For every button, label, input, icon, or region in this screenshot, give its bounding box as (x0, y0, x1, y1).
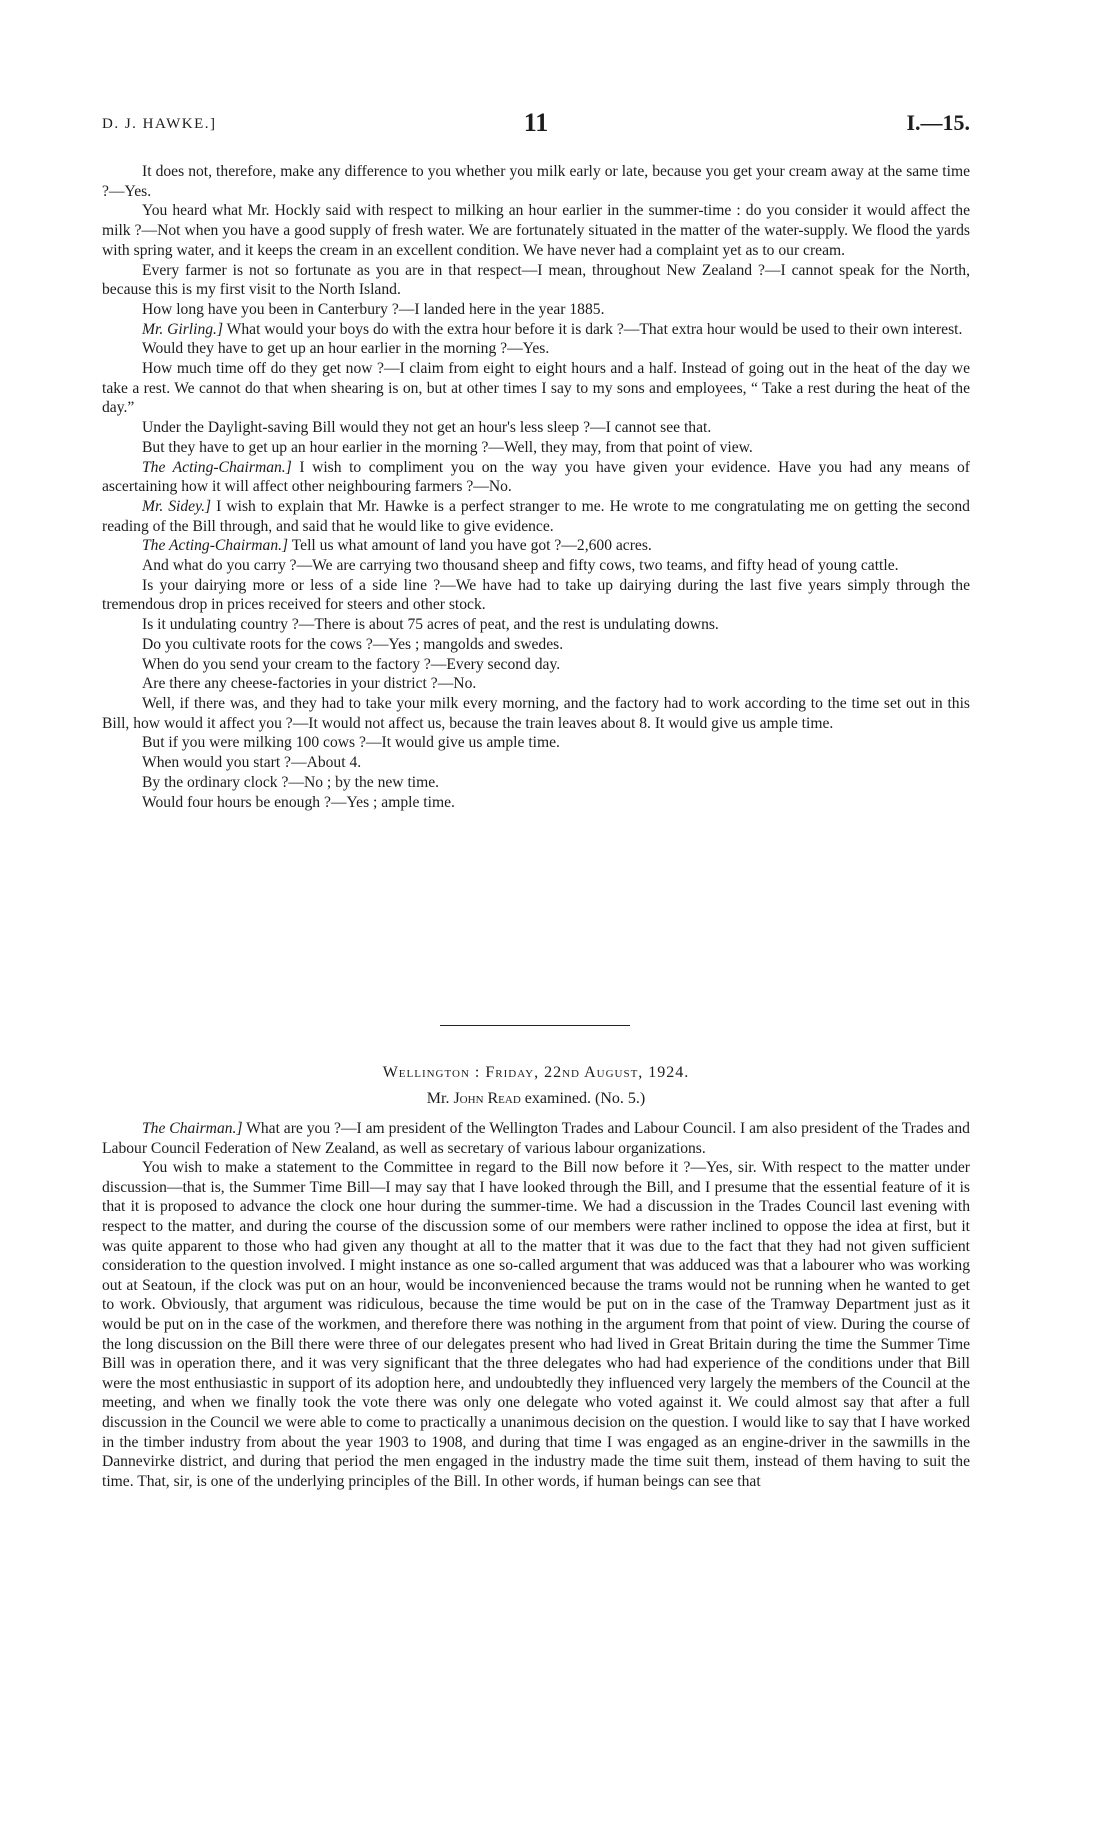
paragraph-text: You wish to make a statement to the Committee in regard to the Bill now before it ?—Yes, sir. With respect to the matter under discussion—that is, the Summer Time Bill—I may say that I have looked through the Bill, and I presume that the essential feature of it is that it is proposed to advance the clock one hour during the summer-time. We had a discussion in the Trades Council last evening with respect to the matter, and during the course of the discussion some of our members were rather inclined to oppose the idea at first, but it was quite apparent to those who had given any thought at all to the matter that it was due to the fact that they had not given sufficient consideration to the question involved. I might instance as one so-called argument that was adduced was that a labourer who was working out at Seatoun, if the clock was put on an hour, would be inconvenienced because the trams would not be running when he wanted to get to work. Obviously, that argument was ridiculous, because the time would be put on in the case of the Tramway Department just as it would be put on in the case of the workmen, and therefore there was nothing in the argument from that point of view. During the course of the long discussion on the Bill there were three of our delegates present who had lived in Great Britain during the time the Summer Time Bill was in operation there, and it was very significant that the three delegates who had had experience of the conditions under that Bill were the most enthusiastic in support of its adoption here, and undoubtedly they influenced very largely the members of the Council at the meeting, and when we finally took the vote there was only one delegate who voted against it. We could almost say that after a full discussion in the Council we were able to come to practically a unanimous decision on the question. I would like to say that I have worked in the timber industry from about the year 1903 to 1908, and during that time I was engaged as an engine-driver in the sawmills in the Dannevirke district, and during that period the men engaged in the industry made the time suit them, instead of them having to suit the time. That, sir, is one of the underlying principles of the Bill. In other words, if human beings can see that (102, 1159, 970, 1490)
session-place: Wellington (382, 1064, 470, 1081)
paragraph-text: By the ordinary clock ?—No ; by the new time. (142, 773, 440, 791)
paragraph-text: But they have to get up an hour earlier in the morning ?—Well, they may, from that point of view. (142, 438, 753, 456)
paragraph-text: You heard what Mr. Hockly said with respect to milking an hour earlier in the summer-time : do you consider it would affect the milk ?—Not when you have a good supply of fresh water. We are fortunately situated in the matter of the water-supply. We flood the yards with spring water, and it keeps the cream in an excellent condition. We have never had a complaint yet as to our cream. (102, 202, 970, 259)
paragraph (102, 674, 970, 694)
session-heading (102, 1064, 970, 1082)
paragraph-text: Would four hours be enough ?—Yes ; ample time. (142, 793, 455, 811)
paragraph-text: Under the Daylight-saving Bill would they not get an hour's less sleep ?—I cannot see that. (142, 419, 712, 437)
paragraph-text: Is your dairying more or less of a side line ?—We have had to take up dairying during the last five years simply through the tremendous drop in prices received for steers and other stock. (102, 576, 970, 614)
witness-prefix: Mr. (426, 1090, 454, 1107)
speaker-label: Mr. Sidey.] (142, 497, 212, 515)
paragraph (102, 162, 970, 201)
paragraph (102, 655, 970, 675)
paragraph (102, 458, 970, 497)
section-divider (440, 1025, 630, 1026)
paragraph (102, 615, 970, 635)
paragraph-text: I wish to explain that Mr. Hawke is a perfect stranger to me. He wrote to me congratulating me on getting the second reading of the Bill through, and said that he would like to give evidence. (102, 497, 970, 535)
paragraph (102, 536, 970, 556)
paragraph-text: What are you ?—I am president of the Wellington Trades and Labour Council. I am also president of the Trades and Labour Council Federation of New Zealand, as well as secretary of various labour organizations. (102, 1120, 970, 1157)
paragraph-text: Tell us what amount of land you have got ?—2,600 acres. (288, 537, 652, 555)
paragraph (102, 497, 970, 536)
speaker-label: The Acting-Chairman.] (142, 537, 289, 555)
paragraph (102, 556, 970, 576)
heading-separator: : (469, 1064, 486, 1081)
paragraph (102, 1158, 970, 1491)
witness-running-head: D. J. HAWKE.] (102, 116, 217, 132)
paragraph (102, 339, 970, 359)
paragraph (102, 261, 970, 300)
paragraph-text: Every farmer is not so fortunate as you are in that respect—I mean, throughout New Zealand ?—I cannot speak for the North, because this is my first visit to the North Island. (102, 261, 970, 299)
paragraph (102, 694, 970, 733)
paragraph-text: Well, if there was, and they had to take your milk every morning, and the factory had to work according to the time set out in this Bill, how would it affect you ?—It would not affect us, because the train leaves about 8. It would give us ample time. (102, 694, 970, 732)
evidence-section-read (102, 1119, 970, 1491)
page-header (102, 108, 970, 142)
paragraph (102, 576, 970, 615)
paragraph-text: And what do you carry ?—We are carrying two thousand sheep and fifty cows, two teams, and fifty head of young cattle. (142, 557, 899, 575)
paragraph-text: What would your boys do with the extra hour before it is dark ?—That extra hour would be used to their own interest. (223, 320, 963, 338)
paragraph-text: But if you were milking 100 cows ?—It would give us ample time. (142, 734, 560, 752)
paragraph (102, 320, 970, 340)
paragraph (102, 733, 970, 753)
document-reference: I.—15. (906, 110, 970, 135)
paragraph-text: I wish to compliment you on the way you have given your evidence. Have you had any means of ascertaining how it will affect other neighbouring farmers ?—No. (102, 458, 970, 496)
paragraph-text: How much time off do they get now ?—I claim from eight to eight hours and a half. Instead of going out in the heat of the day we take a rest. We cannot do that when shearing is on, but at other times I say to my sons and employees, “ Take a rest during the heat of the day.” (102, 360, 970, 417)
paragraph-text: How long have you been in Canterbury ?—I landed here in the year 1885. (142, 300, 605, 318)
witness-name: John Read (453, 1090, 521, 1107)
paragraph-text: Would they have to get up an hour earlier in the morning ?—Yes. (142, 340, 550, 358)
paragraph (102, 359, 970, 418)
paragraph (102, 793, 970, 813)
paragraph (102, 753, 970, 773)
paragraph-text: Are there any cheese-factories in your district ?—No. (142, 675, 477, 693)
speaker-label: The Chairman.] (142, 1120, 243, 1137)
paragraph (102, 438, 970, 458)
witness-heading (102, 1090, 970, 1108)
paragraph (102, 635, 970, 655)
paragraph (102, 773, 970, 793)
paragraph-text: When do you send your cream to the factory ?—Every second day. (142, 655, 561, 673)
paragraph-text: Do you cultivate roots for the cows ?—Yes ; mangolds and swedes. (142, 635, 564, 653)
speaker-label: The Acting-Chairman.] (142, 458, 292, 476)
paragraph (102, 201, 970, 260)
paragraph (102, 1119, 970, 1158)
witness-suffix: examined. (No. 5.) (520, 1090, 646, 1107)
evidence-section-hawke (102, 162, 970, 812)
paragraph (102, 300, 970, 320)
paragraph-text: Is it undulating country ?—There is about 75 acres of peat, and the rest is undulating downs. (142, 616, 719, 634)
paragraph-text: It does not, therefore, make any difference to you whether you milk early or late, because you get your cream away at the same time ?—Yes. (102, 163, 970, 200)
page-number: 11 (523, 108, 549, 137)
paragraph-text: When would you start ?—About 4. (142, 754, 362, 772)
speaker-label: Mr. Girling.] (142, 320, 224, 338)
paragraph (102, 418, 970, 438)
session-date: Friday, 22nd August, 1924. (485, 1064, 690, 1081)
